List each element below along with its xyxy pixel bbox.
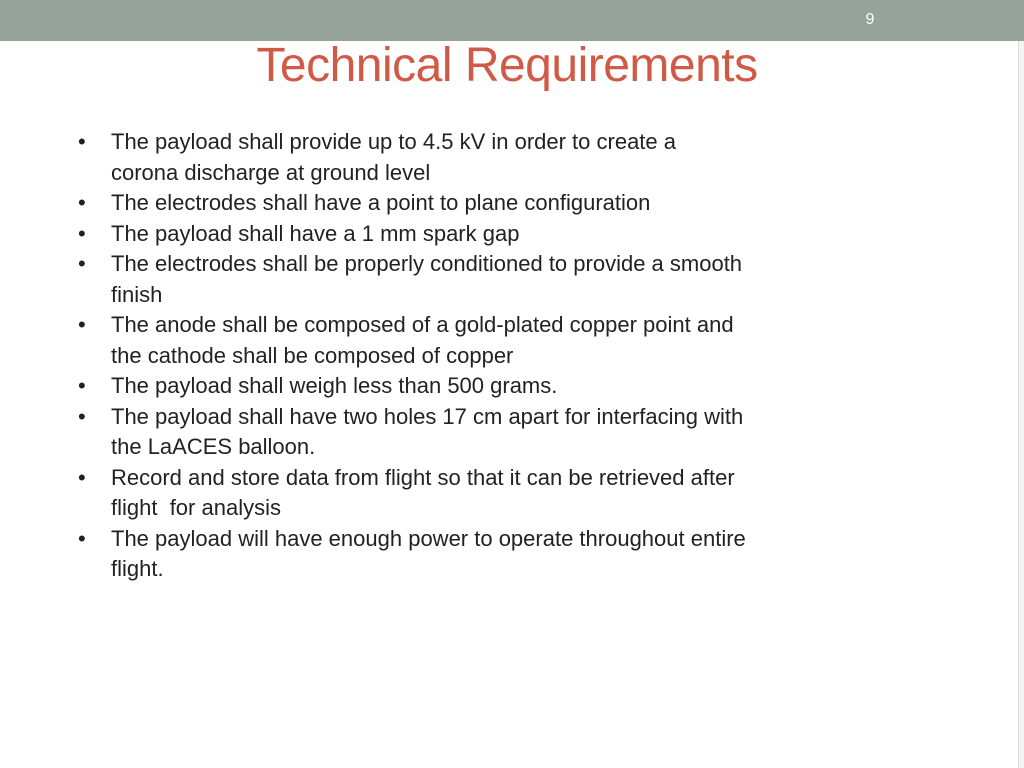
list-item <box>78 402 858 463</box>
list-item-text: flight for analysis <box>111 495 281 520</box>
list-item-text: the LaACES balloon. <box>111 434 316 459</box>
bullet-icon: • <box>78 464 86 490</box>
list-item <box>78 310 858 371</box>
list-item-text: The payload shall have two holes 17 cm apart for interfacing with <box>111 403 744 429</box>
list-item <box>78 127 858 188</box>
bullet-icon: • <box>78 312 86 337</box>
bullet-icon: • <box>78 525 86 551</box>
list-item-text: Record and store data from flight so that it can be retrieved after <box>111 464 735 490</box>
bullet-icon: • <box>78 251 86 276</box>
list-item-text: corona discharge at ground level <box>111 159 431 185</box>
list-item-text: The payload shall have a 1 mm spark gap <box>111 220 520 246</box>
list-item-text: The payload will have enough power to operate throughout entire <box>111 525 746 551</box>
bullet-icon: • <box>78 373 86 398</box>
slide-edge-divider <box>1018 41 1024 768</box>
list-item <box>78 463 858 524</box>
list-item-text: The payload shall weigh less than 500 grams. <box>111 373 558 398</box>
list-item <box>78 249 858 310</box>
list-item-text: The electrodes shall be properly conditioned to provide a smooth <box>111 251 743 276</box>
list-item <box>78 219 858 250</box>
slide-title: Technical Requirements <box>256 39 758 92</box>
list-item-text: finish <box>111 281 163 307</box>
bullet-icon: • <box>78 403 86 429</box>
bullet-icon: • <box>78 220 86 246</box>
list-item-text: flight. <box>111 556 164 581</box>
list-item-text: the cathode shall be composed of copper <box>111 342 514 368</box>
list-item <box>78 371 858 402</box>
list-item <box>78 524 858 585</box>
slide-number: 9 <box>865 11 875 28</box>
bullet-icon: • <box>78 190 86 215</box>
bullet-icon: • <box>78 129 86 154</box>
list-item-text: The anode shall be composed of a gold-plated copper point and <box>111 312 734 337</box>
list-item-text: The payload shall provide up to 4.5 kV in order to create a <box>111 129 677 154</box>
list-item-text: The electrodes shall have a point to plane configuration <box>111 190 651 215</box>
list-item <box>78 188 858 219</box>
requirements-list <box>78 127 878 585</box>
